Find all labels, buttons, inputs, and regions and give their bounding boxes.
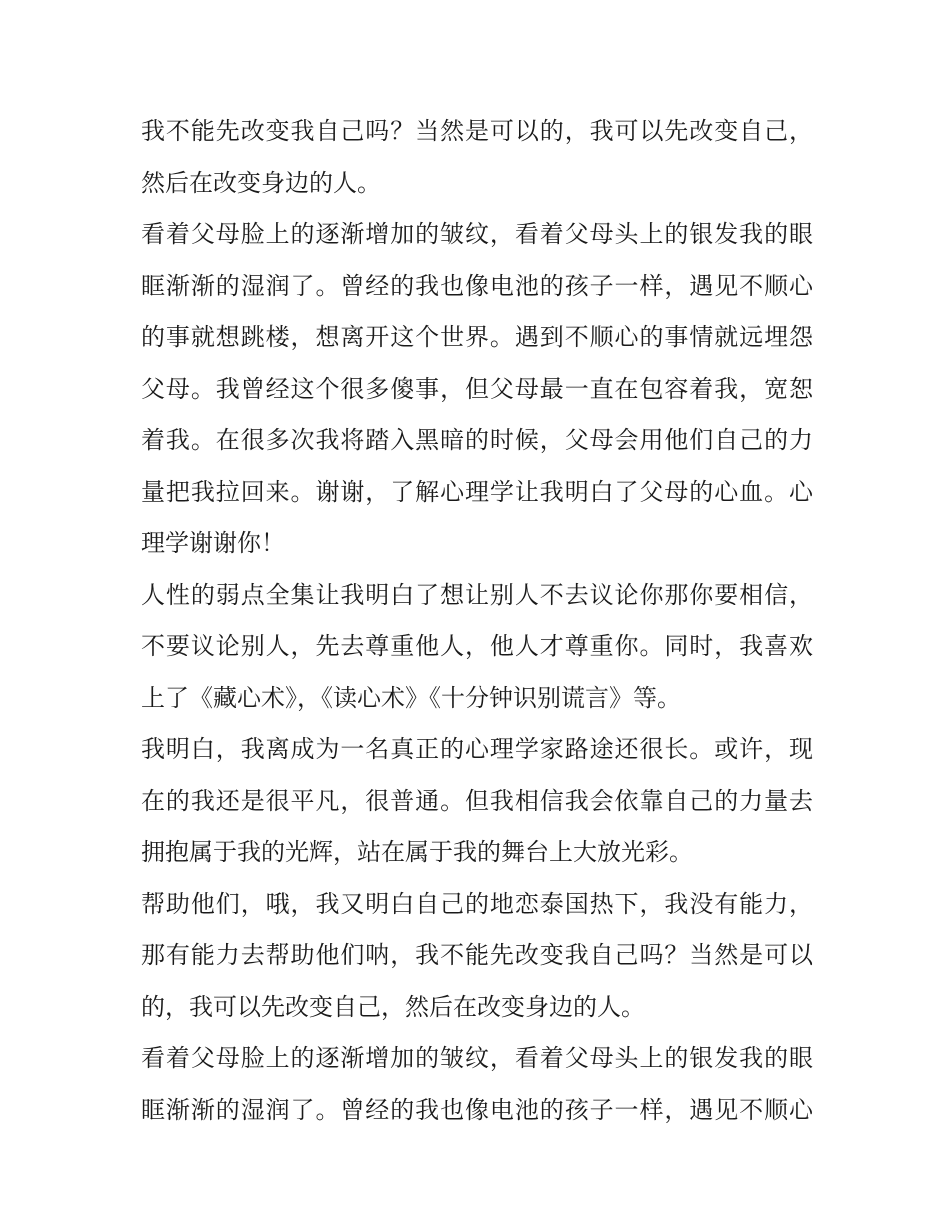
text-line-3: 看着父母脸上的逐渐增加的皱纹，看着父母头上的银发我的眼 xyxy=(141,220,813,248)
text-line-11: 不要议论别人，先去尊重他人，他人才尊重你。同时，我喜欢 xyxy=(141,632,813,660)
text-line-10: 人性的弱点全集让我明白了想让别人不去议论你那你要相信， xyxy=(141,580,813,609)
text-line-16: 帮助他们，哦，我又明白自己的地恋泰国热下，我没有能力， xyxy=(141,889,813,918)
text-line-17: 那有能力去帮助他们呐，我不能先改变我自己吗？当然是可以 xyxy=(141,941,813,969)
text-line-1: 我不能先改变我自己吗？当然是可以的，我可以先改变自己， xyxy=(141,117,813,145)
text-line-2: 然后在改变身边的人。 xyxy=(141,168,381,197)
text-line-9: 理学谢谢你！ xyxy=(141,529,285,557)
body-text xyxy=(141,106,813,1136)
text-line-14: 在的我还是很平凡，很普通。但我相信我会依靠自己的力量去 xyxy=(141,786,813,815)
text-line-5: 的事就想跳楼，想离开这个世界。遇到不顺心的事情就远埋怨 xyxy=(141,323,813,351)
text-line-15: 拥抱属于我的光辉，站在属于我的舞台上大放光彩。 xyxy=(141,838,693,866)
text-line-19: 看着父母脸上的逐渐增加的皱纹，看着父母头上的银发我的眼 xyxy=(141,1044,813,1072)
text-line-20: 眶渐渐的湿润了。曾经的我也像电池的孩子一样，遇见不顺心 xyxy=(141,1095,813,1124)
text-line-13: 我明白，我离成为一名真正的心理学家路途还很长。或许，现 xyxy=(141,735,813,763)
text-line-18: 的，我可以先改变自己，然后在改变身边的人。 xyxy=(141,992,645,1021)
text-line-6: 父母。我曾经这个很多傻事，但父母最一直在包容着我，宽恕 xyxy=(141,374,813,403)
text-line-4: 眶渐渐的湿润了。曾经的我也像电池的孩子一样，遇见不顺心 xyxy=(141,271,813,300)
text-line-12: 上了《藏心术》，《读心术》《十分钟识别谎言》等。 xyxy=(141,683,681,712)
text-line-7: 着我。在很多次我将踏入黑暗的时候，父母会用他们自己的力 xyxy=(141,426,813,454)
text-line-8: 量把我拉回来。谢谢，了解心理学让我明白了父母的心血。心 xyxy=(141,477,813,506)
